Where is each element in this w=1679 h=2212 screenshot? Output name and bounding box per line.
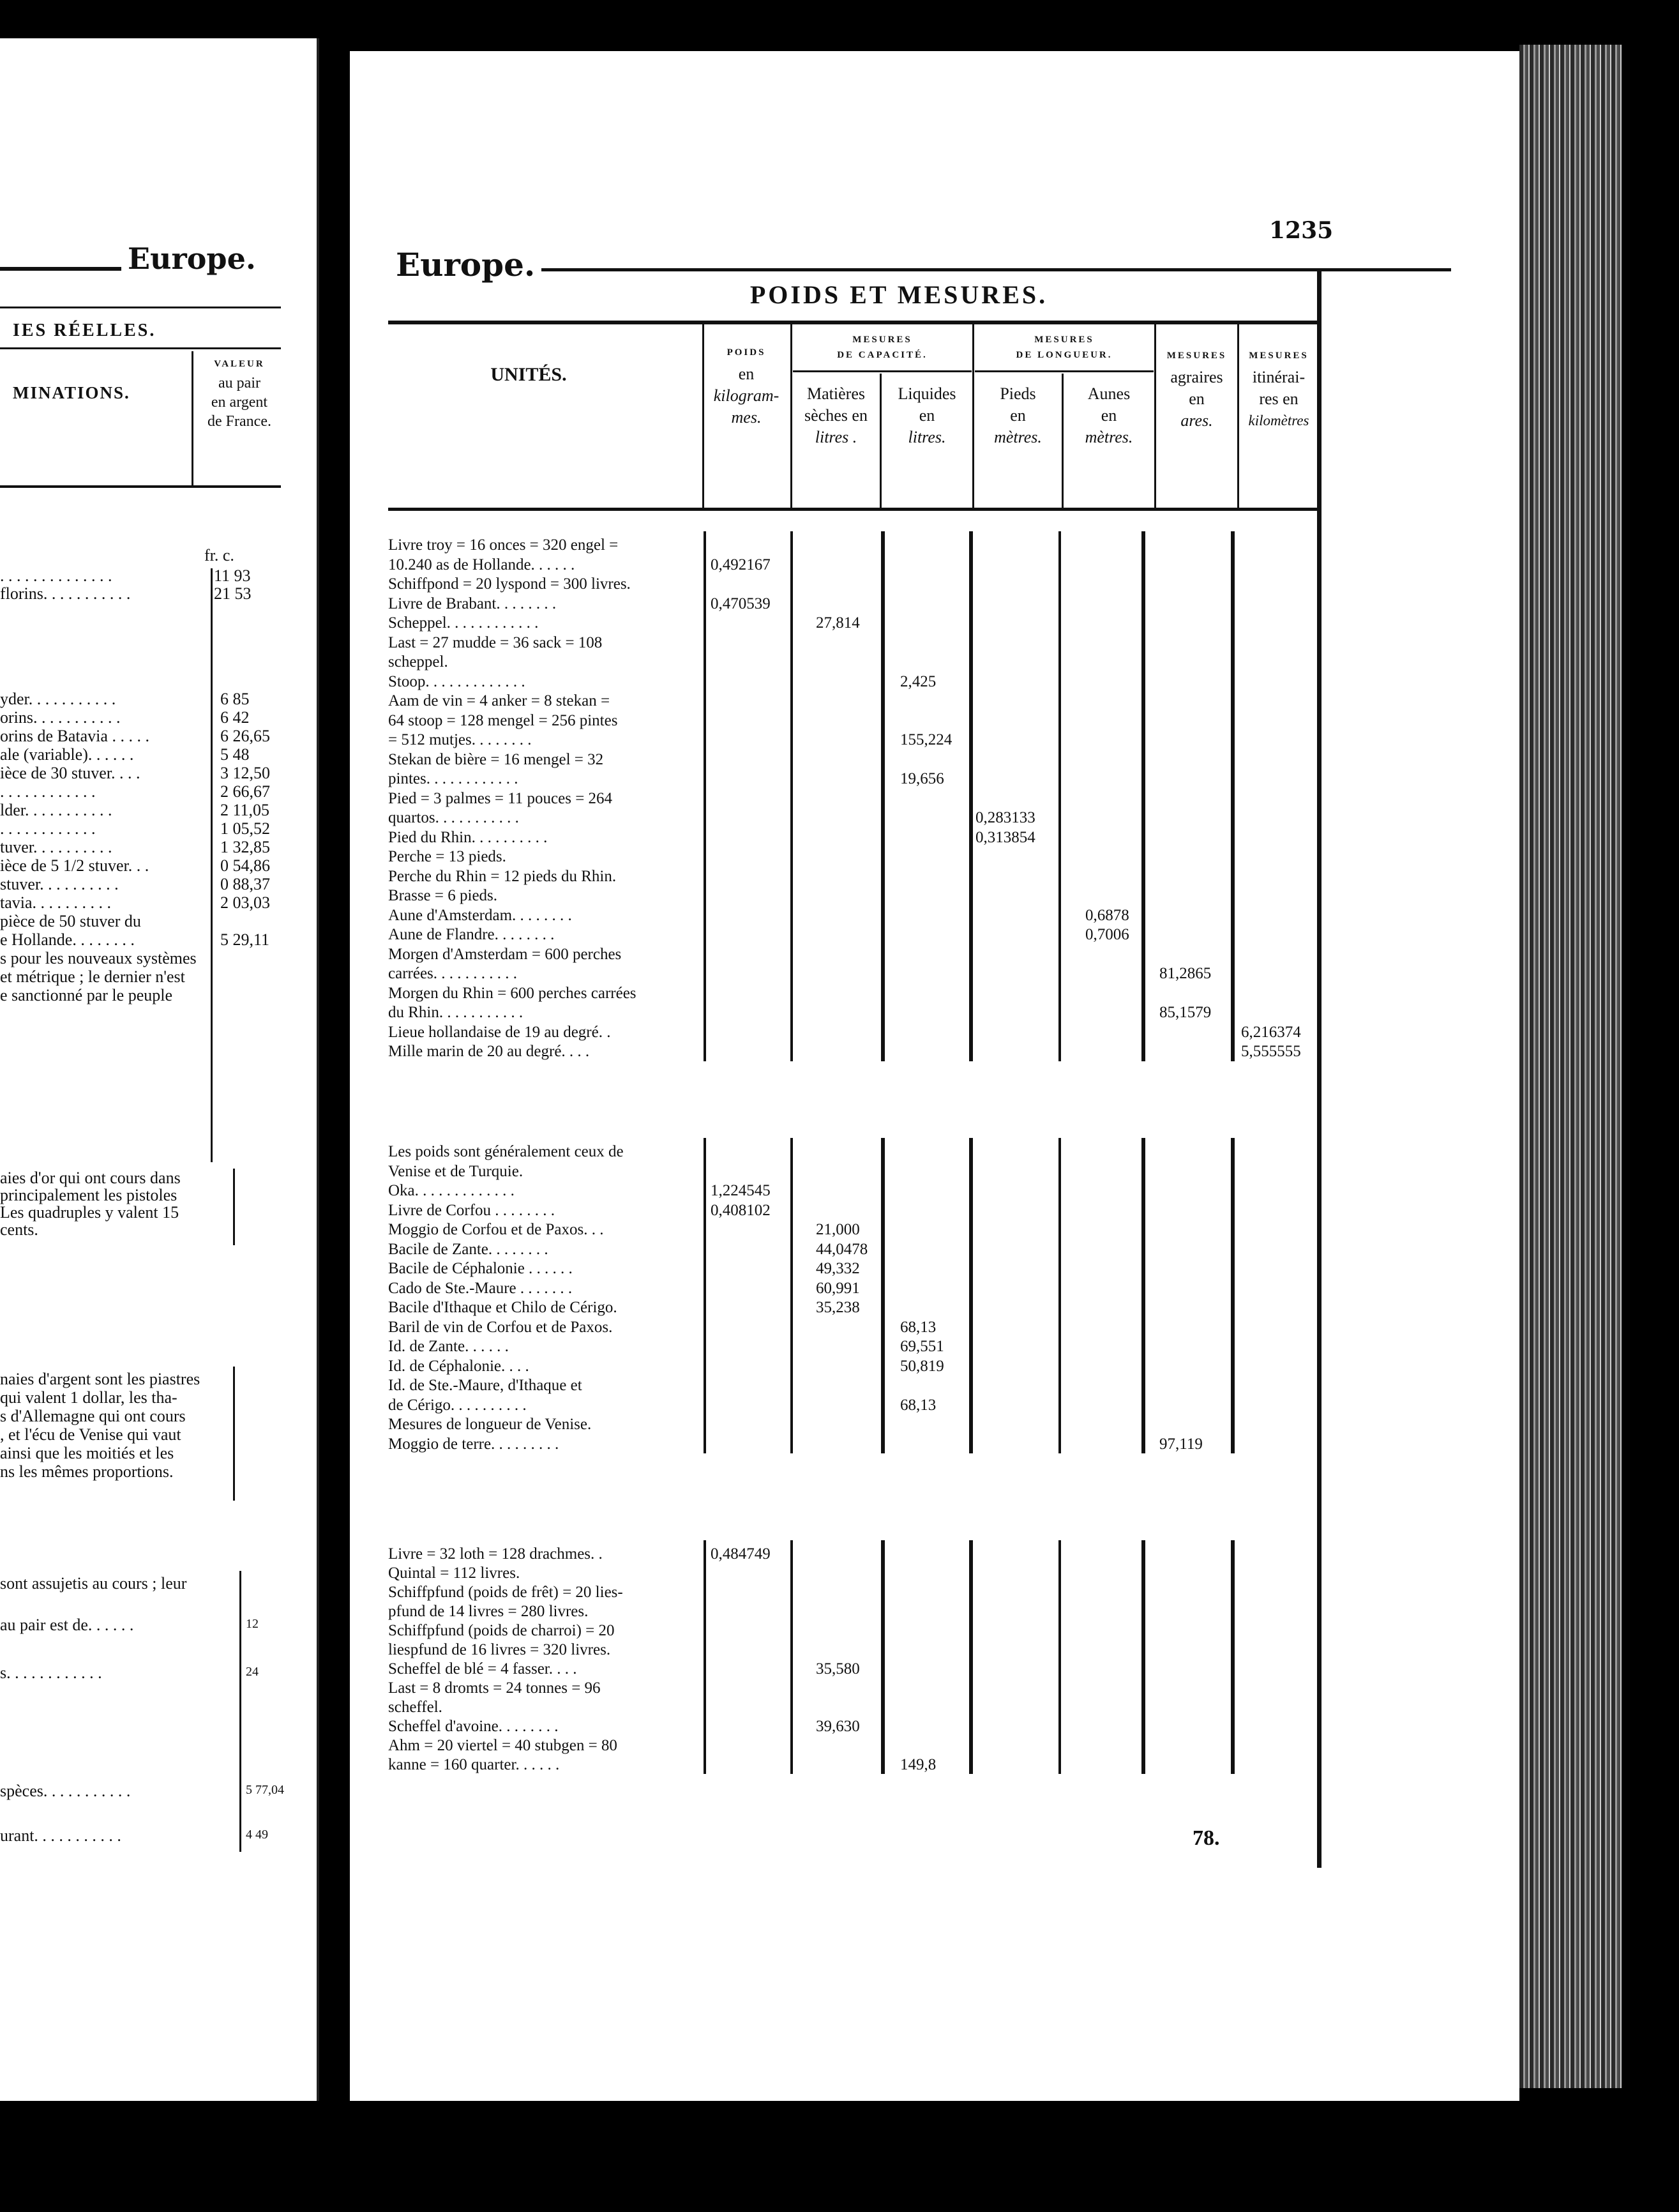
header-divider — [880, 374, 882, 510]
measure-value: 6,216374 — [1241, 1023, 1301, 1041]
unit-description: Moggio de Corfou et de Paxos. . . — [388, 1221, 604, 1238]
unit-description: Baril de vin de Corfou et de Paxos. — [388, 1318, 613, 1336]
unit-description: Stekan de bière = 16 mengel = 32 — [388, 750, 604, 768]
unit-description: Ahm = 20 viertel = 40 stubgen = 80 — [388, 1737, 617, 1754]
measure-value: 0,408102 — [711, 1201, 771, 1219]
measure-value: 35,580 — [816, 1660, 860, 1678]
left-row-value: 21 53 — [214, 584, 252, 603]
header-line: DE LONGUEUR. — [1016, 350, 1113, 360]
unit-description: Id. de Ste.-Maure, d'Ithaque et — [388, 1377, 582, 1394]
column-rule — [969, 1138, 973, 1453]
col-divider — [192, 351, 193, 485]
value-divider — [211, 568, 213, 1162]
unit-description: pintes. . . . . . . . . . . . — [388, 770, 518, 787]
left-para-line: aies d'or qui ont cours dans — [0, 1169, 181, 1187]
left-row-value: 5 29,11 — [220, 930, 270, 949]
column-rule — [969, 531, 973, 1061]
fr-c-label: fr. c. — [204, 546, 234, 564]
header-line: agraires — [1170, 368, 1223, 386]
left-row-text: ièce de 30 stuver. . . . — [0, 764, 140, 782]
column-rule — [1231, 531, 1235, 1061]
left-row-value: 6 42 — [220, 708, 250, 727]
column-rule — [1058, 1138, 1061, 1453]
left-para-line: Les quadruples y valent 15 — [0, 1203, 179, 1222]
unit-description: Scheffel de blé = 4 fasser. . . . — [388, 1660, 577, 1678]
unit-description: kanne = 160 quarter. . . . . . — [388, 1756, 560, 1773]
header-line: litres. — [908, 428, 946, 446]
left-row-value: 6 26,65 — [220, 727, 270, 745]
left-row-value: 11 93 — [214, 566, 251, 585]
column-rule — [1141, 1138, 1145, 1453]
unit-description: Id. de Zante. . . . . . — [388, 1338, 509, 1355]
left-row-value: 2 11,05 — [220, 801, 270, 819]
measure-value: 44,0478 — [816, 1240, 868, 1258]
header-line: itinérai- — [1252, 368, 1306, 386]
unit-description: Livre troy = 16 onces = 320 engel = — [388, 536, 619, 554]
unit-description: liespfund de 16 livres = 320 livres. — [388, 1641, 611, 1658]
book-gutter — [319, 0, 350, 2212]
header-line: MESURES — [1249, 351, 1309, 361]
measure-value: 81,2865 — [1159, 965, 1212, 982]
header-line: MESURES — [1034, 335, 1094, 345]
unit-description: Livre de Corfou . . . . . . . . — [388, 1201, 555, 1219]
seches-header — [793, 383, 879, 448]
unit-description: Aune de Flandre. . . . . . . . — [388, 926, 555, 943]
header-line: en — [1189, 390, 1205, 408]
left-region-title: Europe. — [128, 241, 256, 276]
column-rule — [704, 531, 706, 1061]
left-row-text: tuver. . . . . . . . . . — [0, 838, 112, 856]
header-line: en — [919, 406, 935, 425]
valeur-header — [198, 354, 281, 431]
unit-description: 10.240 as de Hollande. . . . . . — [388, 556, 575, 573]
unit-description: Livre de Brabant. . . . . . . . — [388, 595, 557, 612]
pieds-header — [975, 383, 1061, 448]
header-line: mes. — [731, 408, 762, 427]
unit-description: Scheppel. . . . . . . . . . . . — [388, 614, 539, 632]
left-header-top: IES RÉELLES. — [13, 321, 156, 340]
left-row-value: 2 66,67 — [220, 782, 270, 801]
unit-description: Stoop. . . . . . . . . . . . . — [388, 672, 525, 690]
measure-value: 60,991 — [816, 1279, 860, 1297]
left-header-col: MINATIONS. — [13, 383, 130, 402]
header-divider — [790, 324, 792, 510]
left-row-text: . . . . . . . . . . . . — [0, 782, 96, 801]
measure-value: 0,484749 — [711, 1545, 771, 1563]
left-row-text: orins. . . . . . . . . . . — [0, 708, 121, 727]
unit-description: Perche du Rhin = 12 pieds du Rhin. — [388, 867, 617, 885]
header-divider — [702, 324, 704, 510]
measure-value: 85,1579 — [1159, 1004, 1212, 1021]
left-row-text: orins de Batavia . . . . . — [0, 727, 149, 745]
left-row-text: e Hollande. . . . . . . . — [0, 930, 135, 949]
measure-value: 35,238 — [816, 1299, 860, 1316]
header-line: sèches en — [804, 406, 868, 425]
column-rule — [1231, 1138, 1235, 1453]
unit-description: scheppel. — [388, 653, 448, 670]
valeur-line: en argent — [211, 394, 268, 411]
header-subrule — [975, 370, 1154, 372]
unit-description: Last = 27 mudde = 36 sack = 108 — [388, 633, 603, 651]
left-para-line: sont assujetis au cours ; leur — [0, 1574, 187, 1593]
left-row-text: stuver. . . . . . . . . . — [0, 875, 119, 893]
left-para-line: ainsi que les moitiés et les — [0, 1444, 174, 1462]
column-rule — [704, 1540, 706, 1774]
rule — [0, 347, 281, 349]
unit-description: Schiffpfund (poids de charroi) = 20 — [388, 1622, 615, 1639]
header-divider — [1154, 324, 1156, 510]
measure-value: 27,814 — [816, 614, 860, 632]
poids-header — [705, 342, 788, 428]
measure-value: 0,492167 — [711, 556, 771, 573]
left-row-value: 5 77,04 — [246, 1783, 284, 1797]
table-right-border — [1317, 271, 1321, 1868]
left-page — [0, 38, 320, 2101]
column-rule — [790, 1138, 793, 1453]
column-rule — [790, 531, 793, 1061]
title-rule — [0, 267, 121, 271]
header-line: litres . — [815, 428, 857, 446]
measure-value: 0,470539 — [711, 595, 771, 612]
unit-description: Moggio de terre. . . . . . . . . — [388, 1435, 559, 1453]
agraires-header — [1157, 345, 1237, 432]
unit-description: Morgen d'Amsterdam = 600 perches — [388, 945, 622, 963]
left-row-text: ale (variable). . . . . . — [0, 745, 134, 764]
left-row-text: pièce de 50 stuver du — [0, 912, 141, 930]
unit-description: Bacile d'Ithaque et Chilo de Cérigo. — [388, 1299, 617, 1316]
valeur-line: au pair — [218, 375, 260, 391]
header-line: MESURES — [852, 335, 912, 345]
left-row-value: 0 54,86 — [220, 856, 270, 875]
right-page — [350, 51, 1519, 2101]
measure-value: 1,224545 — [711, 1182, 771, 1199]
left-para-line: ns les mêmes proportions. — [0, 1462, 174, 1481]
unit-description: Bacile de Zante. . . . . . . . — [388, 1240, 548, 1258]
left-row-text: . . . . . . . . . . . . . . — [0, 566, 112, 585]
header-line: Aunes — [1087, 384, 1131, 403]
unit-description: Schiffpond = 20 lyspond = 300 livres. — [388, 575, 631, 593]
header-line: mètres. — [1085, 428, 1133, 446]
unit-description: Mille marin de 20 au degré. . . . — [388, 1043, 590, 1060]
header-line: mètres. — [994, 428, 1042, 446]
unit-description: de Cérigo. . . . . . . . . . — [388, 1396, 527, 1414]
left-row-value: 1 05,52 — [220, 819, 270, 838]
header-line: ares. — [1180, 411, 1213, 430]
header-line: en — [1101, 406, 1117, 425]
left-para-line: cents. — [0, 1220, 38, 1239]
longueur-header — [975, 332, 1154, 363]
header-line: res en — [1259, 390, 1299, 408]
unit-description: Oka. . . . . . . . . . . . . — [388, 1182, 515, 1199]
left-row-value: 0 88,37 — [220, 875, 270, 893]
unit-description: Mesures de longueur de Venise. — [388, 1416, 592, 1433]
book-page-edges — [1519, 45, 1622, 2088]
left-row-text: tavia. . . . . . . . . . — [0, 893, 112, 912]
table-title: POIDS ET MESURES. — [749, 280, 1048, 309]
unit-description: Last = 8 dromts = 24 tonnes = 96 — [388, 1679, 601, 1697]
unit-description: quartos. . . . . . . . . . . — [388, 809, 519, 826]
header-line: Pieds — [1000, 384, 1036, 403]
header-line: MESURES — [1166, 351, 1227, 361]
header-subrule — [793, 370, 972, 372]
unit-description: Livre = 32 loth = 128 drachmes. . — [388, 1545, 603, 1563]
measure-value: 39,630 — [816, 1718, 860, 1735]
measure-value: 155,224 — [900, 731, 952, 748]
rule — [0, 307, 281, 308]
left-para-line: qui valent 1 dollar, les tha- — [0, 1388, 177, 1407]
capacite-header — [793, 332, 972, 363]
measure-value: 0,283133 — [975, 809, 1035, 826]
para-divider — [239, 1571, 241, 1852]
left-para-line: , et l'écu de Venise qui vaut — [0, 1425, 181, 1444]
header-bottom-rule — [388, 508, 1320, 511]
left-row-text: lder. . . . . . . . . . . — [0, 801, 112, 819]
header-line: Matières — [807, 384, 865, 403]
unit-description: pfund de 14 livres = 280 livres. — [388, 1603, 589, 1620]
left-para-value: 24 — [246, 1665, 259, 1679]
liquides-header — [882, 383, 972, 448]
left-row-text: e sanctionné par le peuple — [0, 986, 172, 1004]
measure-value: 97,119 — [1159, 1435, 1203, 1453]
measure-value: 69,551 — [900, 1338, 944, 1355]
header-line: POIDS — [727, 347, 766, 358]
region-title: Europe. — [396, 246, 536, 284]
unit-description: du Rhin. . . . . . . . . . . — [388, 1004, 523, 1021]
signature-mark: 78. — [1193, 1826, 1220, 1850]
unit-description: Pied du Rhin. . . . . . . . . . — [388, 828, 548, 846]
header-line: kilomètres — [1248, 413, 1309, 428]
unit-description: Perche = 13 pieds. — [388, 848, 506, 865]
measure-value: 0,6878 — [1085, 906, 1129, 924]
unit-description: Lieue hollandaise de 19 au degré. . — [388, 1023, 611, 1041]
measure-value: 2,425 — [900, 672, 937, 690]
left-row-value: 4 49 — [246, 1828, 268, 1842]
unit-description: Venise et de Turquie. — [388, 1162, 523, 1180]
measure-value: 68,13 — [900, 1318, 937, 1336]
column-rule — [1058, 1540, 1061, 1774]
measure-value: 5,555555 — [1241, 1043, 1301, 1060]
left-para-line: s d'Allemagne qui ont cours — [0, 1407, 186, 1425]
unit-description: 64 stoop = 128 mengel = 256 pintes — [388, 711, 618, 729]
unit-description: Les poids sont généralement ceux de — [388, 1143, 624, 1160]
measure-value: 0,313854 — [975, 828, 1035, 846]
header-line: DE CAPACITÉ. — [837, 350, 928, 360]
left-row-value: 5 48 — [220, 745, 250, 764]
header-line: en — [738, 365, 755, 383]
valeur-line: de France. — [207, 413, 271, 430]
header-divider — [972, 324, 974, 510]
unit-description: Bacile de Céphalonie . . . . . . — [388, 1260, 573, 1277]
unit-description: = 512 mutjes. . . . . . . . — [388, 731, 532, 748]
title-rule — [541, 268, 1451, 271]
header-line: kilogram- — [713, 386, 779, 405]
left-para-line: naies d'argent sont les piastres — [0, 1370, 200, 1388]
para-divider — [233, 1367, 235, 1501]
unit-description: scheffel. — [388, 1699, 442, 1716]
measure-value: 50,819 — [900, 1357, 944, 1375]
left-row-text: ièce de 5 1/2 stuver. . . — [0, 856, 149, 875]
measure-value: 49,332 — [816, 1260, 860, 1277]
unit-description: Cado de Ste.-Maure . . . . . . . — [388, 1279, 573, 1297]
unit-description: Morgen du Rhin = 600 perches carrées — [388, 984, 636, 1002]
left-row-value: 1 32,85 — [220, 838, 270, 856]
measure-value: 149,8 — [900, 1756, 937, 1773]
unit-description: carrées. . . . . . . . . . . — [388, 965, 518, 982]
rule — [0, 485, 281, 488]
column-rule — [1058, 531, 1061, 1061]
measure-value: 0,7006 — [1085, 926, 1129, 943]
unit-description: Quintal = 112 livres. — [388, 1564, 520, 1582]
column-rule — [881, 531, 885, 1061]
header-line: Liquides — [898, 384, 956, 403]
left-row-text: spèces. . . . . . . . . . . — [0, 1782, 131, 1800]
left-row-text: urant. . . . . . . . . . . — [0, 1826, 121, 1845]
unit-description: Aune d'Amsterdam. . . . . . . . — [388, 906, 572, 924]
unit-description: Aam de vin = 4 anker = 8 stekan = — [388, 692, 610, 709]
column-rule — [1141, 1540, 1145, 1774]
column-rule — [704, 1138, 706, 1453]
valeur-line: VALEUR — [214, 359, 265, 369]
unit-description: Schiffpfund (poids de frêt) = 20 lies- — [388, 1584, 623, 1601]
unit-description: Pied = 3 palmes = 11 pouces = 264 — [388, 789, 613, 807]
column-rule — [881, 1138, 885, 1453]
header-top-rule — [388, 321, 1320, 324]
column-rule — [969, 1540, 973, 1774]
left-row-text: . . . . . . . . . . . . — [0, 819, 96, 838]
para-divider — [233, 1169, 235, 1245]
header-line: en — [1010, 406, 1026, 425]
itineraires-header — [1240, 345, 1318, 432]
measure-value: 19,656 — [900, 770, 944, 787]
unit-description: Id. de Céphalonie. . . . — [388, 1357, 529, 1375]
aunes-header — [1064, 383, 1154, 448]
left-row-text: yder. . . . . . . . . . . — [0, 690, 116, 708]
left-row-value: 6 85 — [220, 690, 250, 708]
column-rule — [1141, 531, 1145, 1061]
unit-description: Scheffel d'avoine. . . . . . . . — [388, 1718, 559, 1735]
left-row-value: 2 03,03 — [220, 893, 270, 912]
left-row-text: s pour les nouveaux systèmes — [0, 949, 197, 967]
column-rule — [1231, 1540, 1235, 1774]
left-row-text: florins. . . . . . . . . . . — [0, 584, 131, 603]
header-divider — [1062, 374, 1064, 510]
column-rule — [790, 1540, 793, 1774]
unit-description: Brasse = 6 pieds. — [388, 887, 498, 904]
page-number: 1235 — [1269, 217, 1334, 244]
left-para-value: 12 — [246, 1617, 259, 1631]
column-rule — [881, 1540, 885, 1774]
left-para-line: au pair est de. . . . . . — [0, 1616, 134, 1634]
left-row-text: et métrique ; le dernier n'est — [0, 967, 185, 986]
measure-value: 21,000 — [816, 1221, 860, 1238]
measure-value: 68,13 — [900, 1396, 937, 1414]
left-para-line: s. . . . . . . . . . . . — [0, 1663, 102, 1682]
unites-header: UNITÉS. — [490, 364, 567, 385]
left-row-value: 3 12,50 — [220, 764, 270, 782]
left-para-line: principalement les pistoles — [0, 1186, 177, 1204]
header-divider — [1237, 324, 1239, 510]
